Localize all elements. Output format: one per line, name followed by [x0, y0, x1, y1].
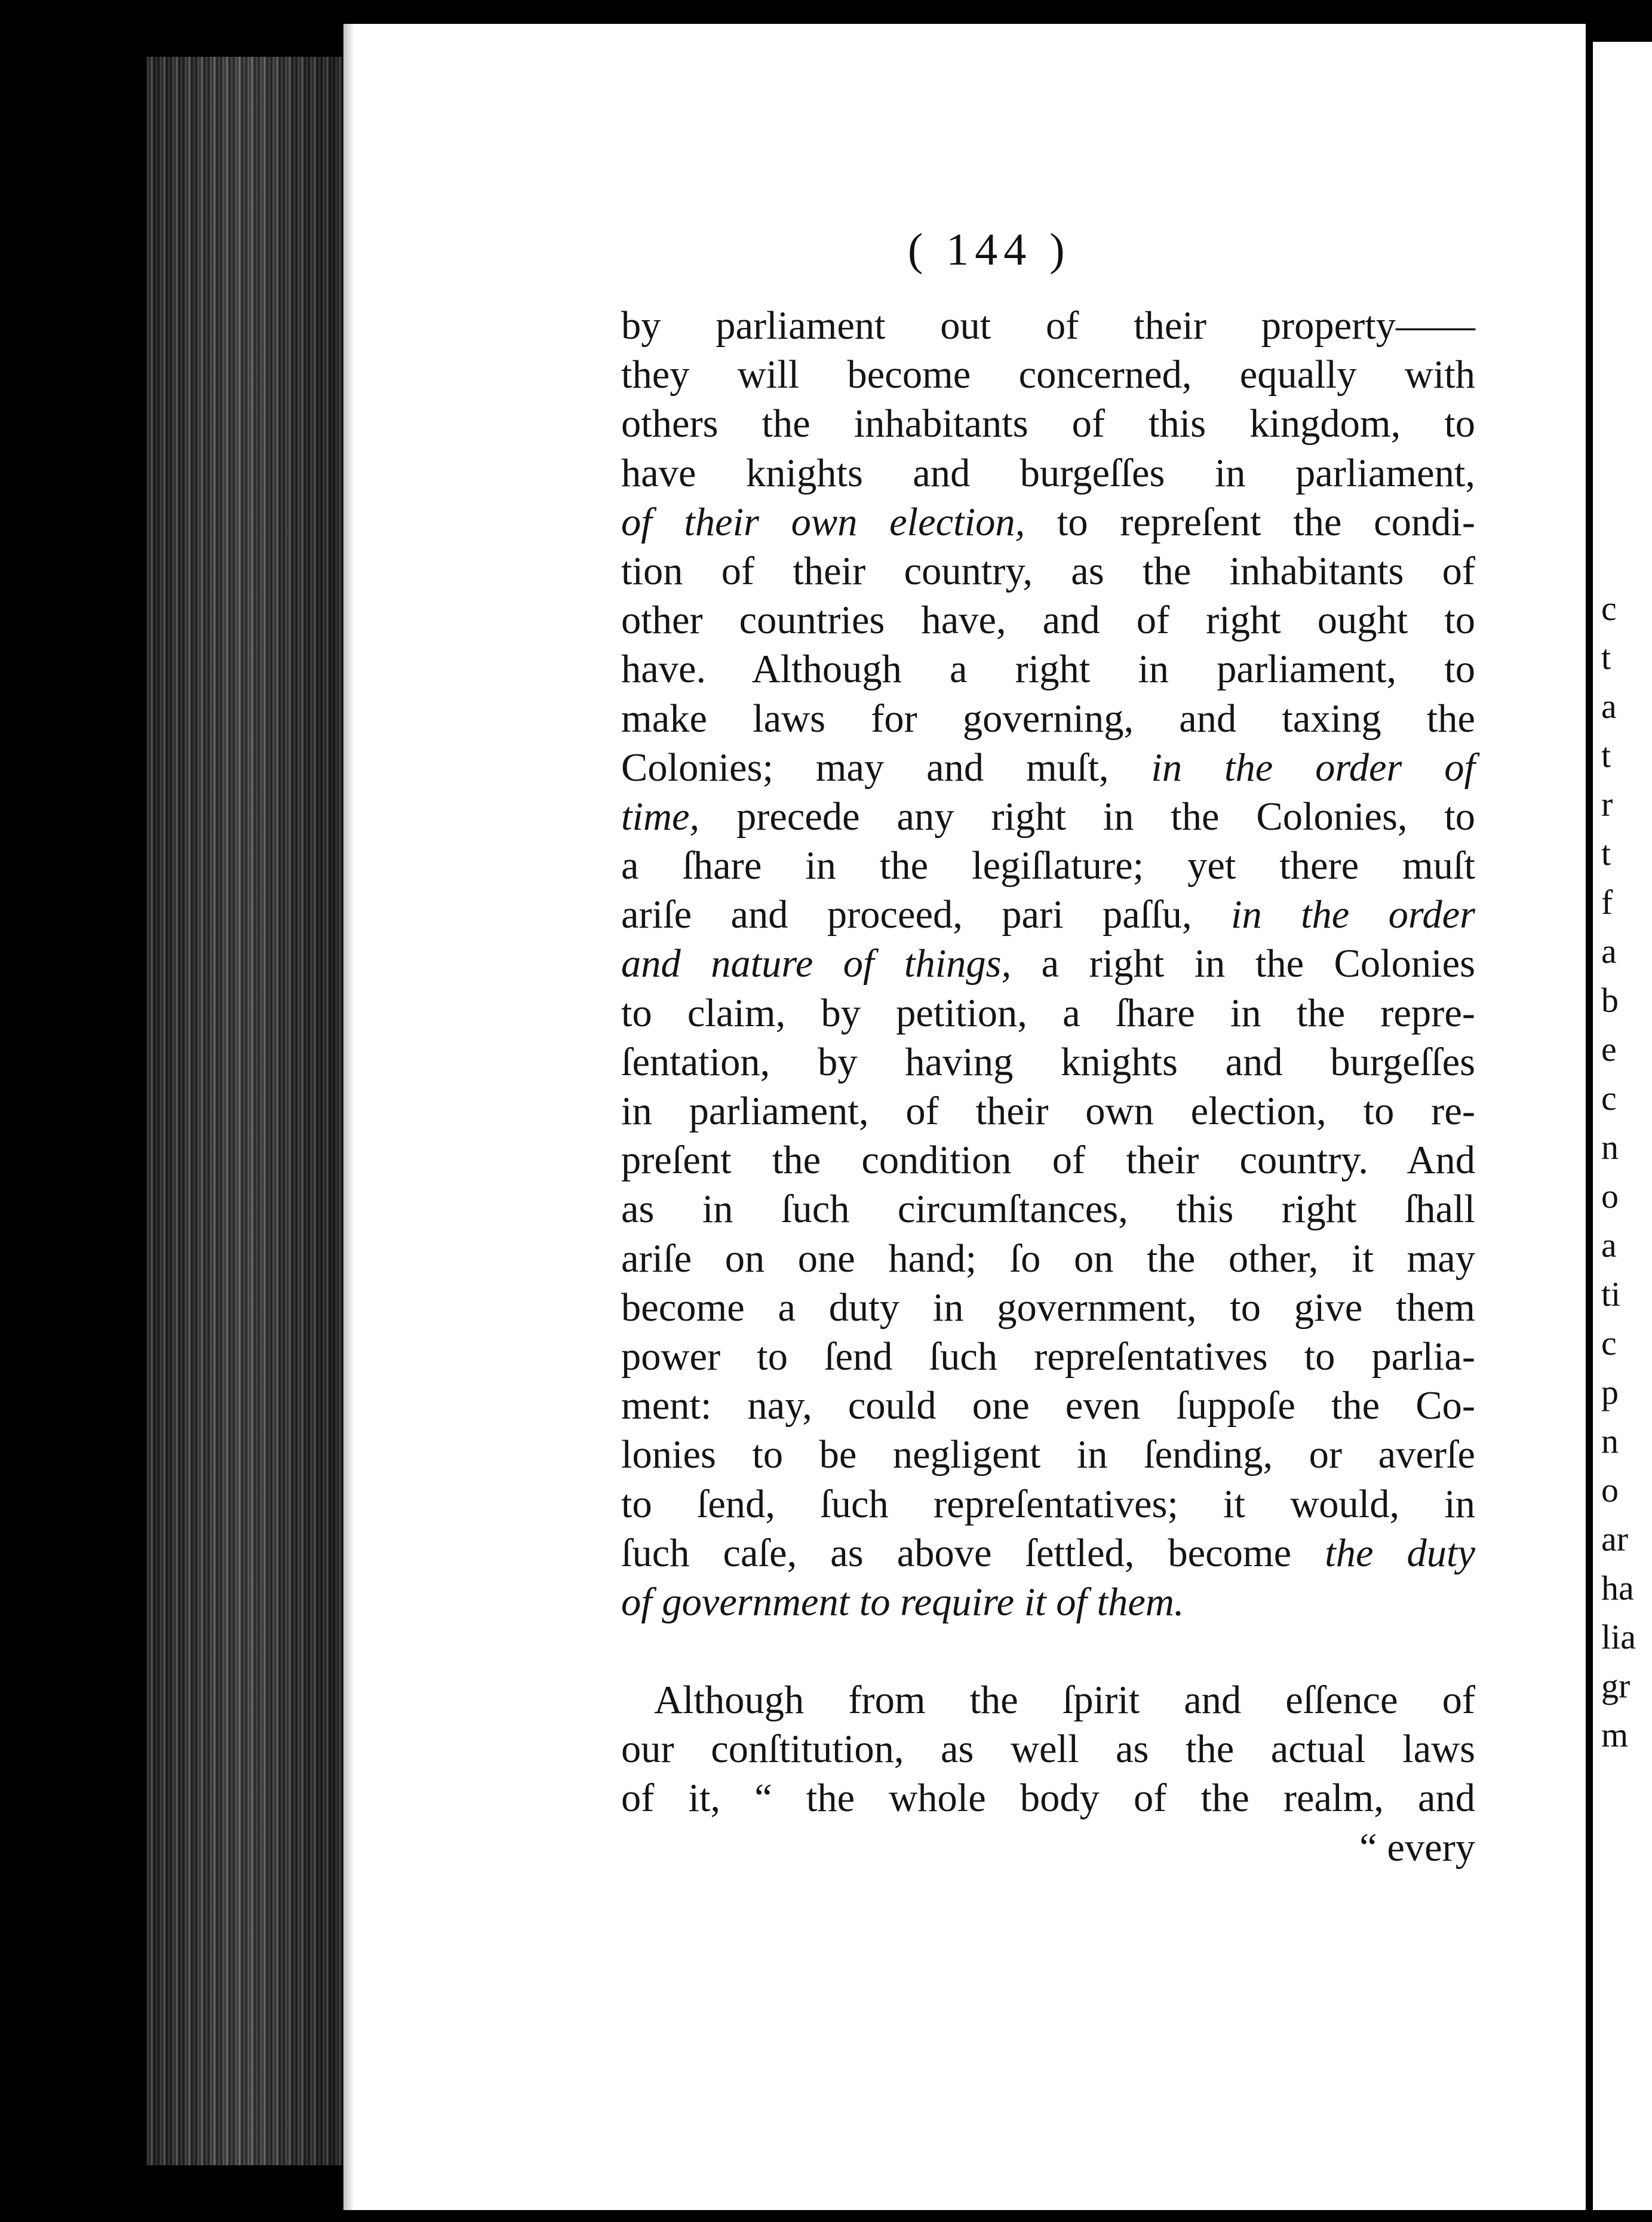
next-page-text-fragment: t — [1601, 736, 1611, 775]
text-line: ſuch caſe, as above ſettled, become the duty — [621, 1531, 1476, 1575]
body-text — [621, 302, 1475, 1873]
catchword: “ every — [1359, 1825, 1475, 1870]
next-page-text-fragment: e — [1601, 1030, 1617, 1069]
page-gutter — [1586, 24, 1593, 2210]
next-page-text-fragment: a — [1601, 932, 1617, 971]
text-line: as in ſuch circumſtances, this right ſhall — [621, 1187, 1475, 1232]
text-line: become a duty in government, to give them — [621, 1285, 1475, 1330]
text-line: by parliament out of their property—— — [621, 304, 1475, 348]
next-page-text-fragment: ha — [1601, 1569, 1634, 1607]
page-shadow — [343, 24, 354, 2210]
text-line: of their own election, to repreſent the condi- — [621, 500, 1475, 544]
next-page-text-fragment: a — [1601, 687, 1617, 726]
paragraph-1 — [621, 302, 1475, 1627]
text-line: have. Although a right in parliament, to — [621, 647, 1475, 692]
text-line: a ſhare in the legiſlature; yet there muſt — [621, 844, 1475, 888]
next-page-text-fragment: t — [1601, 638, 1611, 677]
next-page-text-fragment: lia — [1601, 1618, 1636, 1656]
book-edge-strip — [146, 57, 346, 2165]
next-page-text-fragment: c — [1601, 1324, 1617, 1362]
next-page-text-fragment: n — [1601, 1422, 1619, 1460]
text-line: ariſe and proceed, pari paſſu, in the order — [621, 893, 1475, 937]
text-line: lonies to be negligent in ſending, or averſe — [621, 1433, 1475, 1477]
next-page-fragment — [1593, 42, 1652, 2210]
text-line: in parliament, of their own election, to re- — [621, 1089, 1475, 1133]
text-line: to ſend, ſuch repreſentatives; it would, in — [621, 1482, 1475, 1526]
page-number: ( 144 ) — [908, 225, 1071, 275]
text-line: have knights and burgeſſes in parliament, — [621, 451, 1475, 495]
next-page-text-fragment: ar — [1601, 1520, 1629, 1558]
text-line: power to ſend ſuch repreſentatives to parlia- — [621, 1334, 1475, 1379]
text-line: time, precede any right in the Colonies, to — [621, 794, 1475, 839]
next-page-text-fragment: n — [1601, 1128, 1619, 1167]
text-line: make laws for governing, and taxing the — [621, 696, 1475, 741]
next-page-text-fragment: gr — [1601, 1666, 1630, 1705]
next-page-text-fragment: f — [1601, 883, 1613, 922]
next-page-text-fragment: m — [1601, 1715, 1629, 1754]
text-line: our conſtitution, as well as the actual laws — [621, 1727, 1475, 1772]
text-line: Although from the ſpirit and eſſence of — [654, 1678, 1475, 1723]
text-line: others the inhabitants of this kingdom, to — [621, 402, 1475, 446]
next-page-text-fragment: p — [1601, 1373, 1619, 1411]
text-line: ſentation, by having knights and burgeſſes — [621, 1040, 1475, 1084]
text-line: preſent the condition of their country. And — [621, 1138, 1475, 1183]
next-page-text-fragment: b — [1601, 981, 1619, 1020]
next-page-text-fragment: a — [1601, 1226, 1617, 1265]
next-page-text-fragment: c — [1601, 589, 1617, 628]
next-page-text-fragment: r — [1601, 785, 1613, 824]
next-page-text-fragment: o — [1601, 1471, 1619, 1509]
text-line: to claim, by petition, a ſhare in the repre- — [621, 991, 1475, 1035]
next-page-text-fragment: o — [1601, 1177, 1619, 1216]
text-line: Colonies; may and muſt, in the order of — [621, 745, 1475, 790]
next-page-text-fragment: ti — [1601, 1275, 1621, 1313]
text-line: and nature of things, a right in the Colonies — [621, 942, 1475, 986]
text-line: other countries have, and of right ought to — [621, 599, 1475, 643]
text-line: of government to require it of them. — [621, 1580, 1184, 1624]
paragraph-2 — [621, 1676, 1475, 1824]
text-line: of it, “ the whole body of the realm, and — [621, 1776, 1475, 1821]
text-line: they will become concerned, equally with — [621, 353, 1475, 397]
text-line: ariſe on one hand; ſo on the other, it may — [621, 1236, 1475, 1281]
text-line: ment: nay, could one even ſuppoſe the Co- — [621, 1384, 1475, 1428]
next-page-text-fragment: c — [1601, 1079, 1617, 1118]
next-page-text-fragment: t — [1601, 834, 1611, 873]
text-line: tion of their country, as the inhabitants of — [621, 549, 1475, 593]
